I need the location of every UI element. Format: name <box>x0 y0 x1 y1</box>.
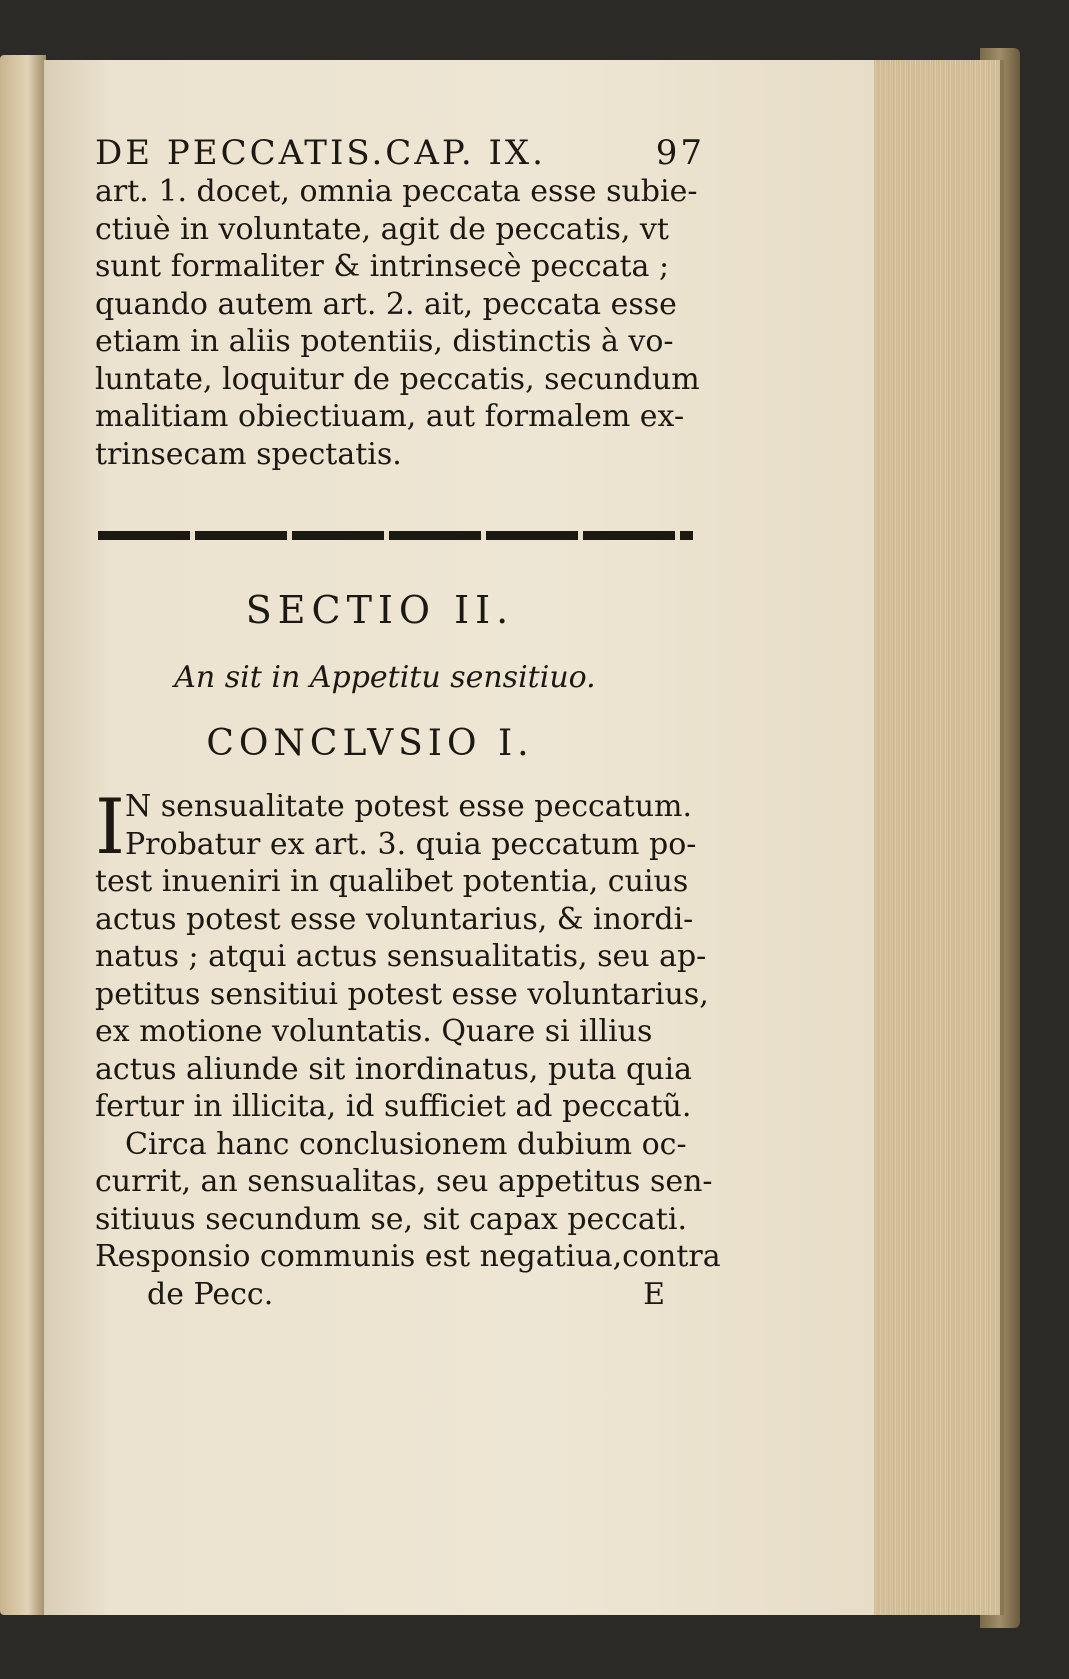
text-line: luntate, loquitur de peccatis, secundum <box>95 361 700 397</box>
page-text <box>95 133 721 1313</box>
left-page-edge <box>0 55 46 1615</box>
page-stack-edge <box>852 60 1004 1615</box>
catchword: de Pecc. <box>147 1276 274 1312</box>
text-line: sitiuus secundum se, sit capax peccati. <box>95 1201 687 1237</box>
section-title: SECTIO II. <box>245 588 515 632</box>
running-header <box>95 133 705 173</box>
conclusio-title: CONCLVSIO I. <box>206 723 534 764</box>
text-line: art. 1. docet, omnia peccata esse subie- <box>95 174 698 209</box>
text-line: fertur in illicita, id sufficiet ad peccatũ. <box>95 1089 692 1124</box>
circa-paragraph <box>95 1126 721 1276</box>
text-line: trinsecam spectatis. <box>95 436 402 472</box>
page-footer <box>95 1276 705 1313</box>
ornamental-rule <box>98 531 693 540</box>
drop-initial: I <box>95 782 126 871</box>
text-line: petitus sensitiui potest esse voluntarius, <box>95 976 709 1012</box>
running-title: DE PECCATIS.CAP. IX. <box>95 133 546 173</box>
signature-mark: E <box>643 1276 665 1312</box>
conclusio-paragraph <box>95 782 709 1126</box>
text-line: actus aliunde sit inordinatus, puta quia <box>95 1051 692 1087</box>
text-line: Responsio communis est negatiua,contra <box>95 1239 721 1274</box>
text-line: actus potest esse voluntarius, & inordi- <box>95 901 694 937</box>
text-line: currit, an sensualitas, seu appetitus sen- <box>95 1164 713 1199</box>
page-number: 97 <box>655 133 705 173</box>
text-line: Circa hanc conclusionem dubium oc- <box>125 1126 687 1162</box>
text-line: Probatur ex art. 3. quia peccatum po- <box>125 826 697 862</box>
text-line: etiam in aliis potentiis, distinctis à vo- <box>95 324 674 359</box>
text-line: test inueniri in qualibet potentia, cuius <box>95 864 689 899</box>
text-line: ex motione voluntatis. Quare si illius <box>95 1014 653 1049</box>
text-line: sunt formaliter & intrinsecè peccata ; <box>95 249 670 284</box>
text-line: malitiam obiectiuam, aut formalem ex- <box>95 399 685 434</box>
text-line: N sensualitate potest esse peccatum. <box>125 789 693 824</box>
text-line: ctiuè in voluntate, agit de peccatis, vt <box>95 211 669 247</box>
text-line: quando autem art. 2. ait, peccata esse <box>95 286 677 322</box>
section-subtitle: An sit in Appetitu sensitiuo. <box>174 660 596 695</box>
top-paragraph <box>95 173 705 473</box>
text-line: natus ; atqui actus sensualitatis, seu ap- <box>95 939 707 974</box>
